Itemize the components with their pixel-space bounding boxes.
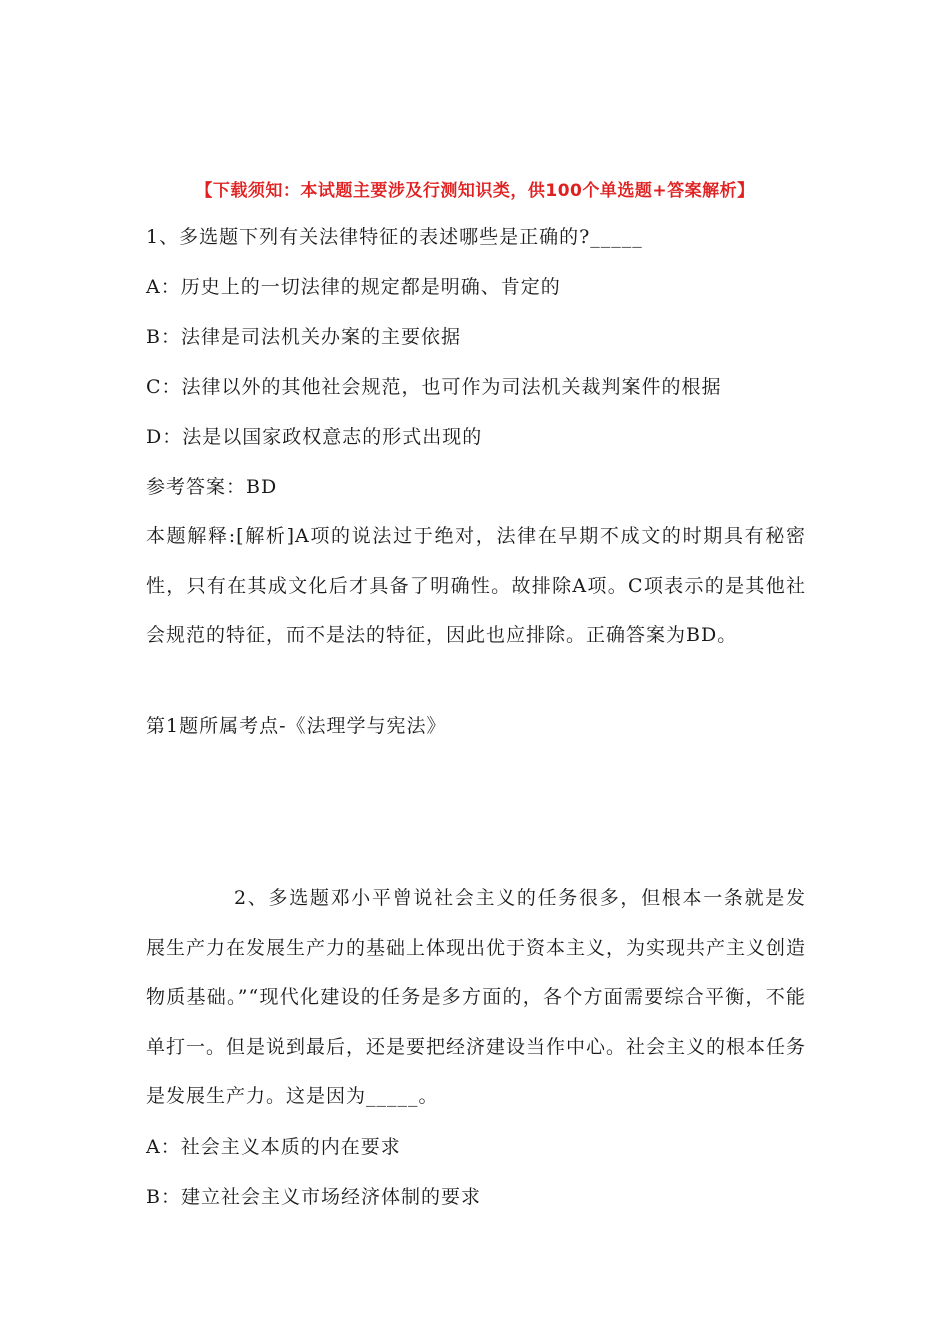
question-1-option-c: C：法律以外的其他社会规范，也可作为司法机关裁判案件的根据	[146, 376, 722, 398]
question-2	[146, 874, 806, 1222]
question-1	[146, 212, 806, 751]
question-2-option-a: A：社会主义本质的内在要求	[146, 1135, 401, 1158]
download-notice: 【下载须知：本试题主要涉及行测知识类，供100个单选题+答案解析】	[195, 181, 755, 201]
question-1-topic: 第1题所属考点-《法理学与宪法》	[146, 714, 447, 737]
question-2-option-b: B：建立社会主义市场经济体制的要求	[146, 1185, 481, 1208]
question-1-option-b: B：法律是司法机关办案的主要依据	[146, 326, 461, 348]
question-1-option-a: A：历史上的一切法律的规定都是明确、肯定的	[146, 276, 561, 298]
question-2-text: 2、多选题邓小平曾说社会主义的任务很多，但根本一条就是发展生产力在发展生产力的基础上体现出优于资本主义，为实现共产主义创造物质基础。”“现代化建设的任务是多方面的，各个方面需要综合平衡，不能单打一。但是说到最后，还是要把经济建设当作中心。社会主义的根本任务是发展生产力。这是因为_____。	[146, 887, 807, 1107]
question-1-option-d: D：法是以国家政权意志的形式出现的	[146, 426, 483, 448]
question-1-explanation: 本题解释:[解析]A项的说法过于绝对，法律在早期不成文的时期具有秘密性，只有在其成文化后才具备了明确性。故排除A项。C项表示的是其他社会规范的特征，而不是法的特征，因此也应排除。正确答案为BD。	[146, 525, 806, 646]
question-1-text: 1、多选题下列有关法律特征的表述哪些是正确的?_____	[146, 226, 643, 248]
question-1-answer: 参考答案：BD	[146, 476, 278, 498]
